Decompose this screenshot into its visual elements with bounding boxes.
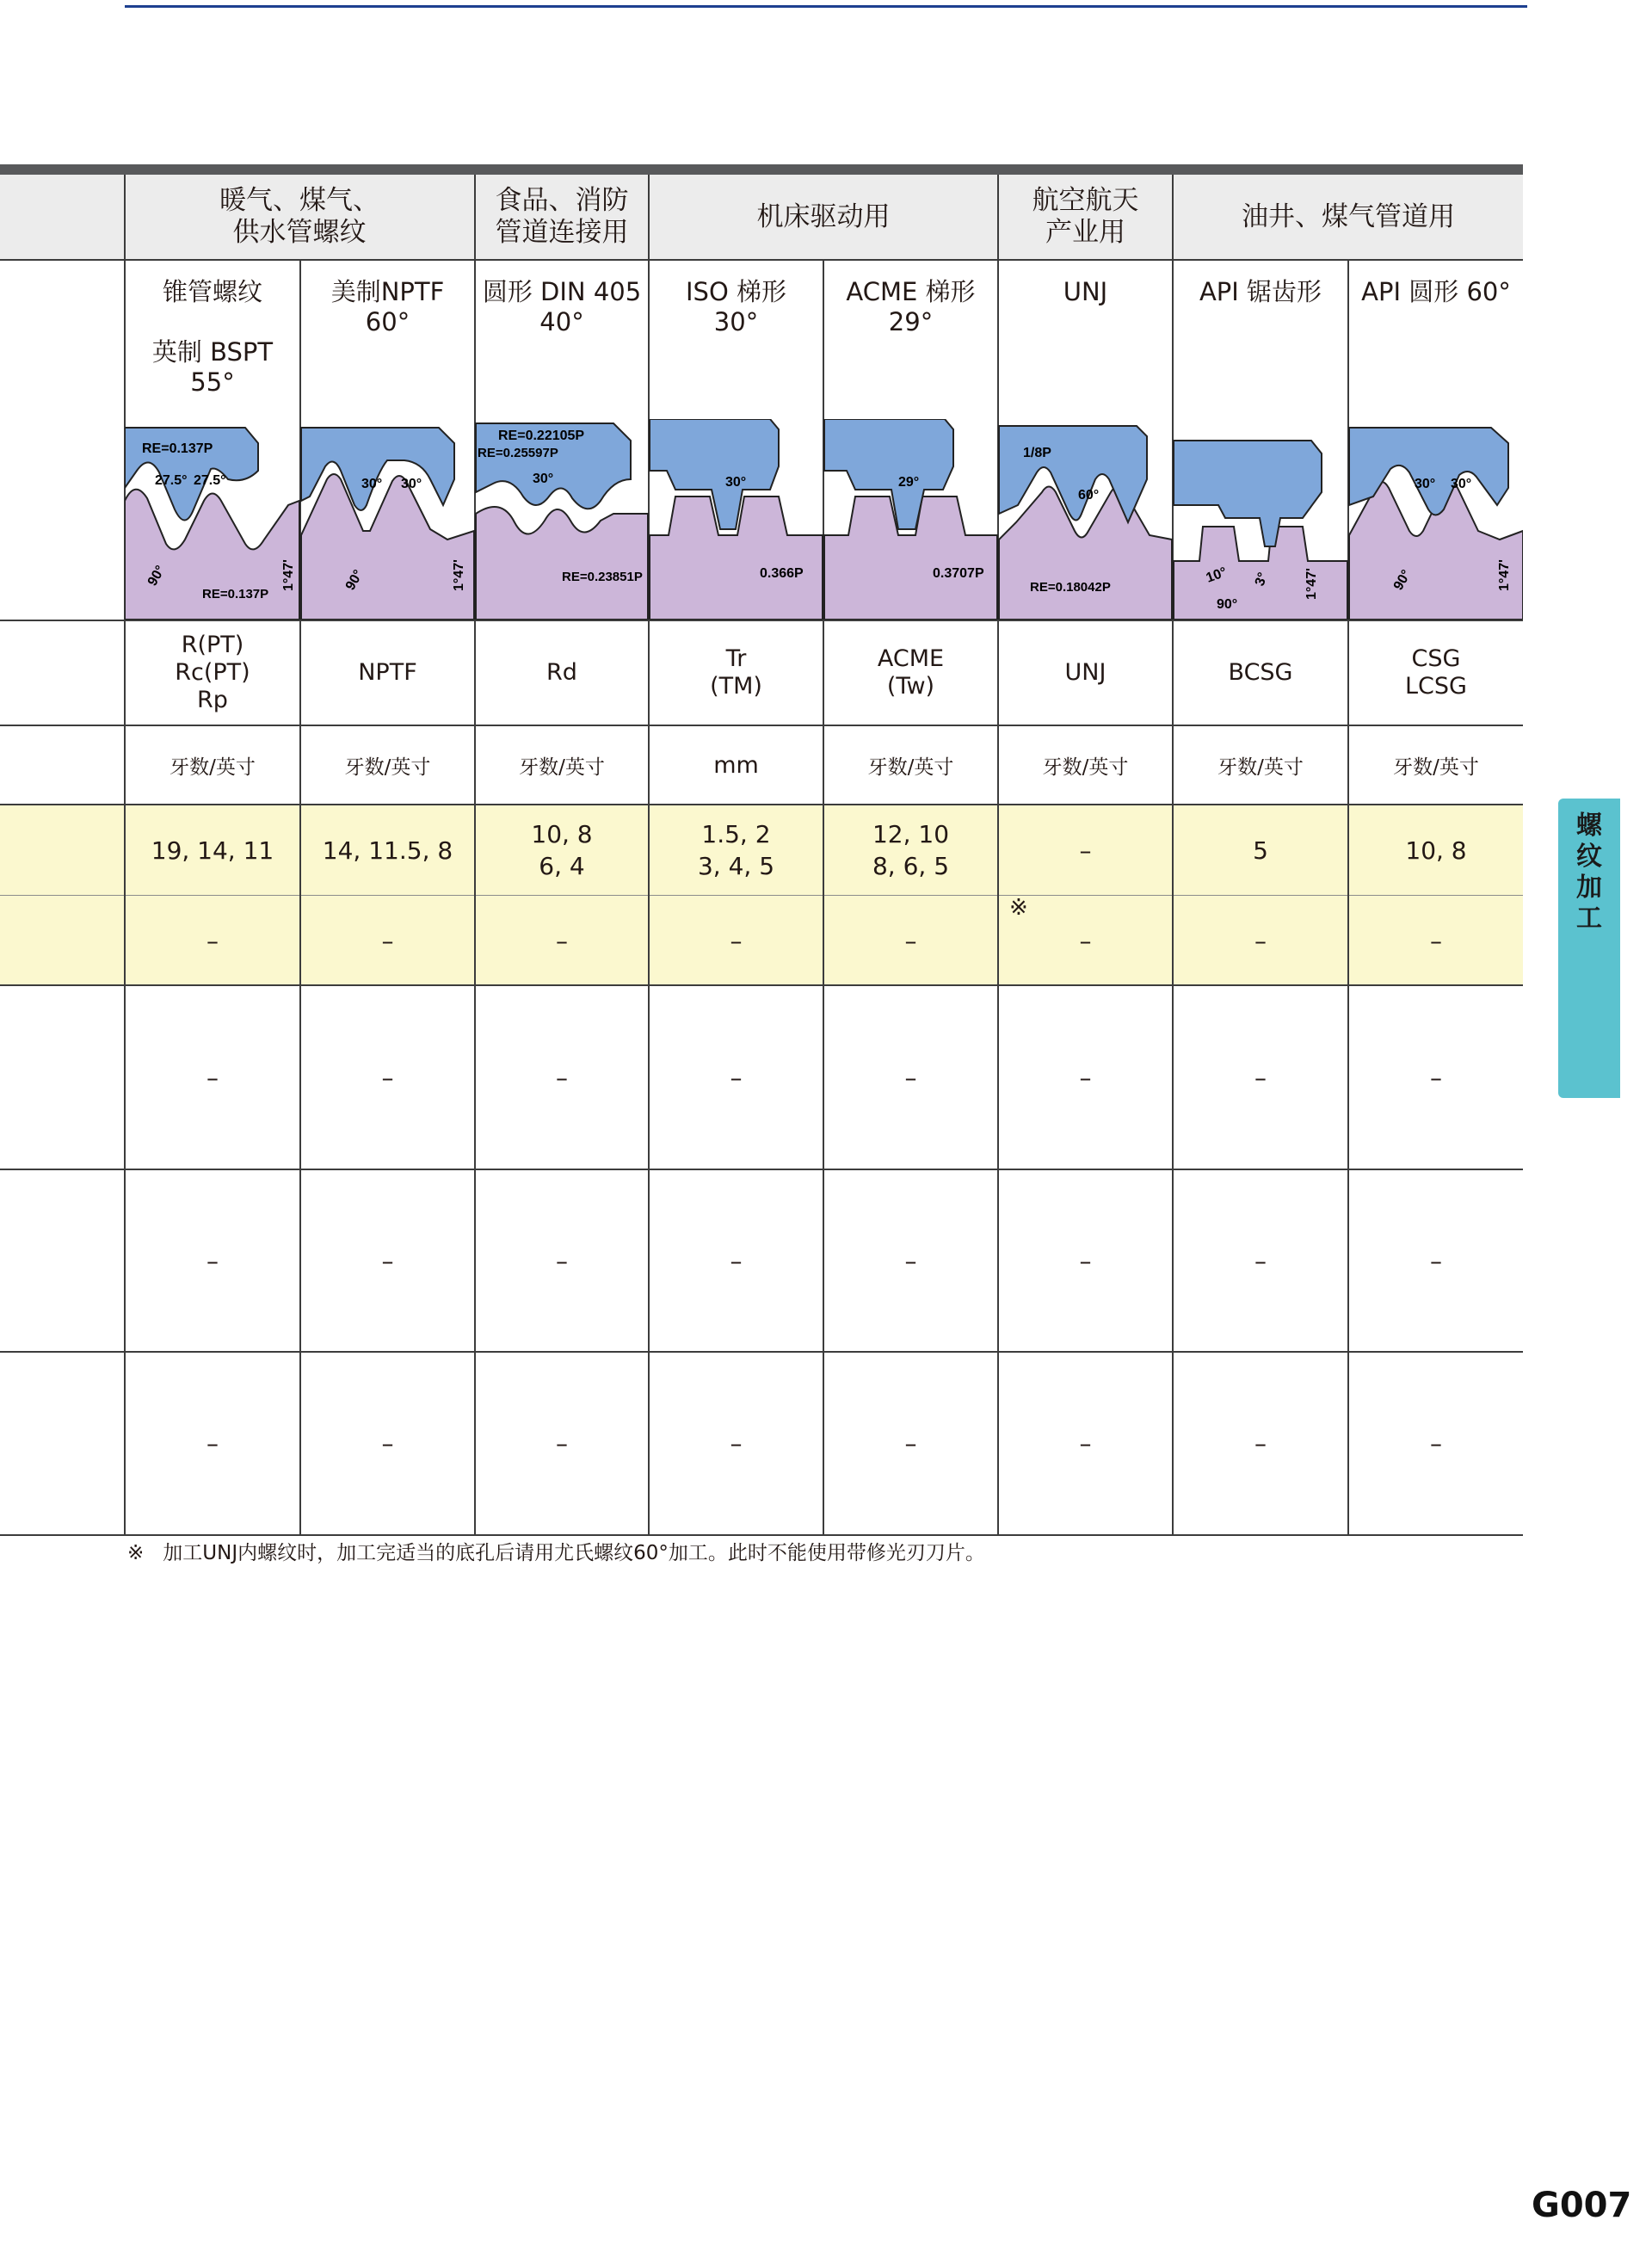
dash-cell: – bbox=[1079, 1246, 1092, 1275]
iso-label: 30° bbox=[725, 475, 747, 490]
unit-nptf: 牙数/英寸 bbox=[344, 756, 431, 779]
category-aerospace: 航空航天 产业用 bbox=[1032, 185, 1139, 248]
dash-cell: – bbox=[1254, 926, 1267, 955]
unit-bspt: 牙数/英寸 bbox=[170, 756, 256, 779]
api-round-label: 90° bbox=[1390, 567, 1415, 593]
category-heating-pipe: 暖气、煤气、 供水管螺纹 bbox=[219, 185, 379, 248]
nptf-label: 1°47' bbox=[452, 559, 466, 591]
bspt-profile bbox=[125, 428, 299, 620]
dash-cell: – bbox=[556, 926, 568, 955]
rule bbox=[0, 1534, 1523, 1536]
unj-label: 1/8P bbox=[1023, 446, 1051, 460]
dash-cell: – bbox=[206, 1246, 219, 1275]
dash-cell: – bbox=[1430, 1063, 1442, 1092]
code-nptf: NPTF bbox=[358, 659, 417, 686]
api-round-label: 1°47' bbox=[1497, 559, 1512, 591]
dash-cell: – bbox=[1430, 1429, 1442, 1458]
note-mark: ※ bbox=[1009, 895, 1028, 921]
thread-name-api-buttress: API 锯齿形 bbox=[1199, 277, 1322, 306]
thread-name-bspt: 锥管螺纹 英制 BSPT 55° bbox=[151, 277, 274, 397]
unit-iso: mm bbox=[713, 751, 759, 779]
code-api-round: CSG LCSG bbox=[1405, 645, 1467, 700]
value-unj: – bbox=[1079, 836, 1092, 865]
bspt-label: 1°47' bbox=[281, 559, 296, 591]
dash-cell: – bbox=[1254, 1246, 1267, 1275]
page-number: G007 bbox=[1532, 2186, 1632, 2225]
rule bbox=[0, 259, 1523, 261]
category-machine-drive: 机床驱动用 bbox=[756, 200, 891, 232]
value-acme: 12, 10 8, 6, 5 bbox=[872, 820, 950, 880]
din405-label: 30° bbox=[533, 472, 554, 486]
nptf-label: 90° bbox=[342, 567, 367, 593]
bspt-label: RE=0.137P bbox=[202, 587, 269, 601]
dash-cell: – bbox=[381, 926, 394, 955]
unit-api-round: 牙数/英寸 bbox=[1393, 756, 1479, 779]
category-oil-gas: 油井、煤气管道用 bbox=[1242, 200, 1455, 232]
top-rule bbox=[125, 5, 1527, 8]
unit-acme: 牙数/英寸 bbox=[867, 756, 954, 779]
dash-cell: – bbox=[1430, 926, 1442, 955]
dash-cell: – bbox=[206, 926, 219, 955]
nptf-label: 30° bbox=[401, 477, 422, 491]
unit-api-buttress: 牙数/英寸 bbox=[1217, 756, 1304, 779]
thread-name-iso-trapezoid: ISO 梯形 30° bbox=[685, 277, 786, 336]
bspt-label: RE=0.137P bbox=[142, 441, 213, 456]
dash-cell: – bbox=[556, 1429, 568, 1458]
value-din405: 10, 8 6, 4 bbox=[531, 820, 593, 880]
din405-label: RE=0.22105P bbox=[498, 429, 585, 443]
dash-cell: – bbox=[381, 1063, 394, 1092]
code-din405: Rd bbox=[546, 659, 577, 686]
code-acme: ACME (Tw) bbox=[877, 645, 945, 700]
din405-profile bbox=[476, 423, 648, 620]
thread-name-nptf: 美制NPTF 60° bbox=[330, 277, 445, 336]
code-api-buttress: BCSG bbox=[1228, 659, 1293, 686]
dash-cell: – bbox=[206, 1063, 219, 1092]
thread-name-api-round: API 圆形 60° bbox=[1361, 277, 1511, 306]
value-iso: 1.5, 2 3, 4, 5 bbox=[697, 820, 775, 880]
api-round-label: 30° bbox=[1415, 477, 1436, 491]
code-iso: Tr (TM) bbox=[710, 645, 762, 700]
acme-label: 29° bbox=[898, 475, 920, 490]
value-nptf: 14, 11.5, 8 bbox=[322, 836, 453, 865]
dash-cell: – bbox=[381, 1429, 394, 1458]
unit-din405: 牙数/英寸 bbox=[519, 756, 605, 779]
api-buttress-label: 1°47' bbox=[1304, 568, 1319, 600]
category-food-fire: 食品、消防 管道连接用 bbox=[495, 185, 629, 248]
value-api-round: 10, 8 bbox=[1405, 836, 1467, 865]
thread-name-din405: 圆形 DIN 405 40° bbox=[482, 277, 642, 336]
dash-cell: – bbox=[1254, 1429, 1267, 1458]
nptf-profile bbox=[301, 428, 474, 620]
footnote-text: 加工UNJ内螺纹时，加工完适当的底孔后请用尤氏螺纹60°加工。此时不能使用带修光刃刀片。 bbox=[163, 1542, 985, 1564]
api-buttress-profile bbox=[1174, 441, 1347, 620]
din405-label: RE=0.25597P bbox=[478, 446, 558, 460]
dash-cell: – bbox=[904, 1429, 917, 1458]
acme-label: 0.3707P bbox=[933, 566, 984, 581]
thread-name-unj: UNJ bbox=[1063, 277, 1108, 306]
tab-notch bbox=[1620, 919, 1652, 1098]
api-buttress-label: 90° bbox=[1217, 597, 1238, 612]
header-band bbox=[0, 164, 1523, 175]
section-tab-label: 螺 纹 加 工 bbox=[1576, 811, 1602, 934]
dash-cell: – bbox=[556, 1246, 568, 1275]
thread-profile-diagrams bbox=[125, 419, 1523, 620]
api-round-profile bbox=[1349, 428, 1523, 620]
iso-label: 0.366P bbox=[760, 566, 804, 581]
nptf-label: 30° bbox=[361, 477, 383, 491]
dash-cell: – bbox=[556, 1063, 568, 1092]
dash-cell: – bbox=[730, 1429, 743, 1458]
dash-cell: – bbox=[381, 1246, 394, 1275]
rule bbox=[0, 895, 1523, 896]
value-bspt: 19, 14, 11 bbox=[151, 836, 274, 865]
dash-cell: – bbox=[1079, 1063, 1092, 1092]
code-bspt: R(PT) Rc(PT) Rp bbox=[175, 632, 250, 713]
dash-cell: – bbox=[1430, 1246, 1442, 1275]
dash-cell: – bbox=[904, 1246, 917, 1275]
dash-cell: – bbox=[1254, 1063, 1267, 1092]
iso-trapezoid-profile bbox=[650, 419, 823, 620]
api-buttress-label: 3° bbox=[1252, 571, 1271, 589]
dash-cell: – bbox=[730, 926, 743, 955]
dash-cell: – bbox=[1079, 1429, 1092, 1458]
unj-label: RE=0.18042P bbox=[1030, 580, 1111, 595]
thread-name-acme: ACME 梯形 29° bbox=[846, 277, 976, 336]
value-api-buttress: 5 bbox=[1253, 836, 1268, 865]
unj-label: 60° bbox=[1078, 488, 1100, 503]
bspt-label: 90° bbox=[145, 563, 169, 589]
code-unj: UNJ bbox=[1064, 659, 1106, 686]
section-tab[interactable] bbox=[1558, 799, 1620, 1098]
api-round-label: 30° bbox=[1451, 477, 1472, 491]
unj-profile bbox=[999, 426, 1172, 620]
footnote bbox=[127, 1540, 985, 1566]
dash-cell: – bbox=[904, 1063, 917, 1092]
din405-label: RE=0.23851P bbox=[562, 570, 643, 584]
dash-cell: – bbox=[1079, 926, 1092, 955]
dash-cell: – bbox=[206, 1429, 219, 1458]
dash-cell: – bbox=[904, 926, 917, 955]
bspt-label: 27.5° bbox=[194, 473, 226, 488]
api-buttress-label: 10° bbox=[1204, 564, 1230, 586]
bspt-label: 27.5° bbox=[155, 473, 188, 488]
footnote-mark: ※ bbox=[127, 1542, 145, 1564]
unit-unj: 牙数/英寸 bbox=[1042, 756, 1129, 779]
dash-cell: – bbox=[730, 1063, 743, 1092]
acme-profile bbox=[824, 419, 997, 620]
dash-cell: – bbox=[730, 1246, 743, 1275]
